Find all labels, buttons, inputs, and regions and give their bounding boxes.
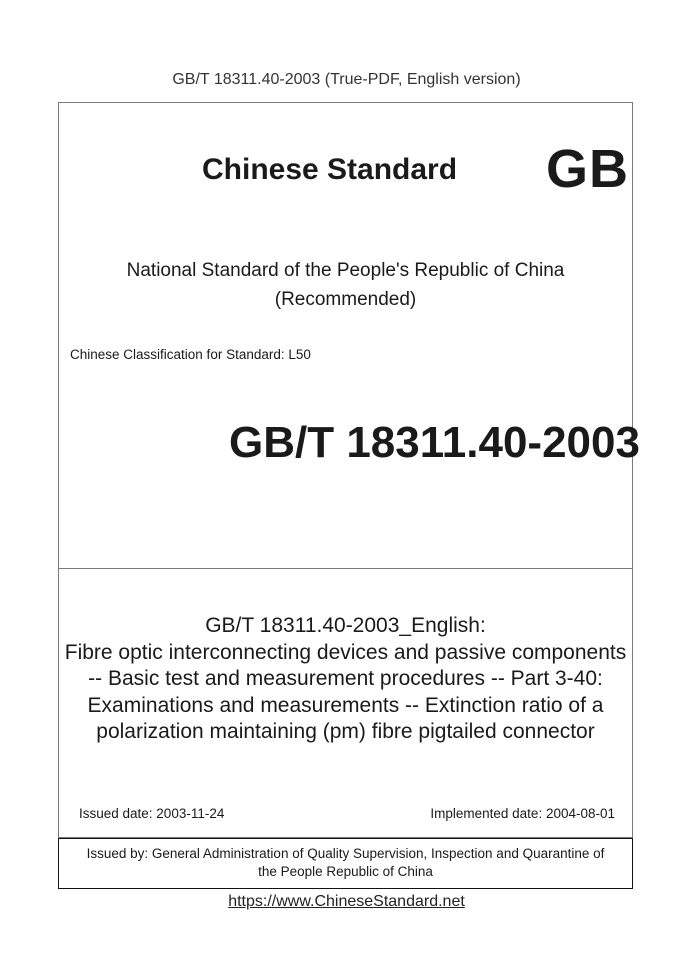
- website-link[interactable]: https://www.ChineseStandard.net: [228, 893, 465, 910]
- chinese-standard-heading: Chinese Standard: [202, 153, 458, 186]
- title-line-5: polarization maintaining (pm) fibre pigtailed connector: [96, 720, 595, 743]
- gb-mark: GB: [546, 139, 629, 199]
- title-line-2: Fibre optic interconnecting devices and passive components: [64, 640, 627, 664]
- title-line-1: GB/T 18311.40-2003_English:: [205, 614, 486, 637]
- standard-number: GB/T 18311.40-2003: [229, 418, 640, 467]
- national-standard-text: [58, 256, 633, 314]
- issuer-text: [58, 845, 633, 881]
- national-line-1: National Standard of the People's Republic of China: [126, 260, 565, 281]
- classification-text: Chinese Classification for Standard: L50: [70, 347, 311, 362]
- national-line-2: (Recommended): [274, 289, 417, 310]
- implemented-date: Implemented date: 2004-08-01: [430, 806, 615, 821]
- title-line-3: -- Basic test and measurement procedures -- Part 3-40:: [88, 667, 603, 690]
- title-line-4: Examinations and measurements -- Extinction ratio of a: [87, 693, 604, 717]
- english-title: [58, 613, 633, 746]
- issued-date: Issued date: 2003-11-24: [79, 806, 225, 821]
- issuer-line-2: the People Republic of China: [258, 864, 433, 879]
- document-header: GB/T 18311.40-2003 (True-PDF, English version): [172, 71, 521, 88]
- issuer-line-1: Issued by: General Administration of Quality Supervision, Inspection and Quarantine of: [86, 846, 605, 861]
